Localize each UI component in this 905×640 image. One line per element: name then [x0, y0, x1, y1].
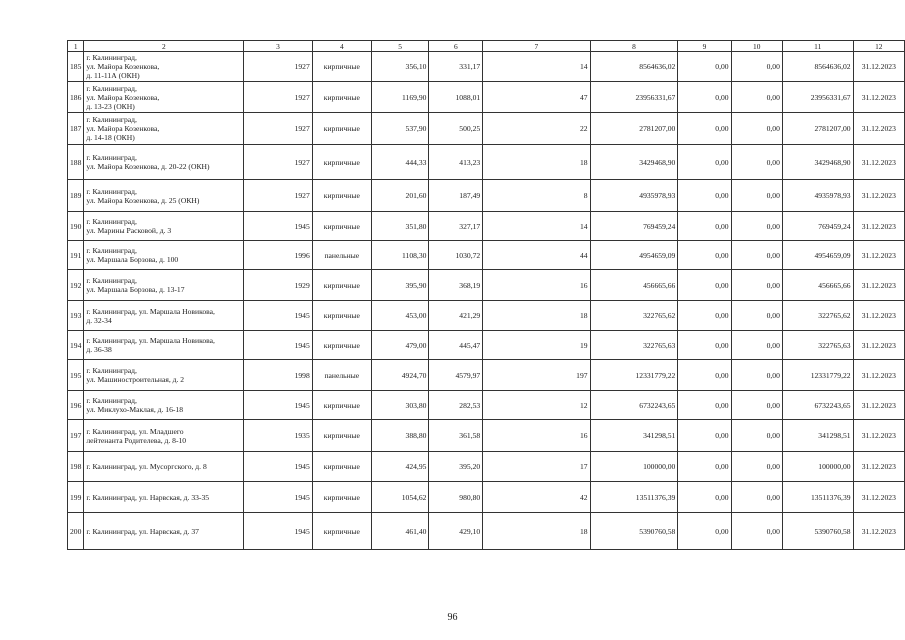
total-area-cell: 479,00 [371, 331, 429, 360]
cost-col9-cell: 0,00 [678, 82, 731, 113]
address-cell [84, 391, 244, 420]
residents-cell: 16 [483, 420, 590, 452]
cost-col10-cell: 0,00 [731, 113, 782, 145]
wall-material-cell: панельные [312, 241, 371, 270]
row-number: 188 [68, 145, 84, 180]
housing-register-table [67, 40, 905, 550]
table-row [68, 513, 905, 550]
residents-cell: 197 [483, 360, 590, 391]
address-line: лейтенанта Родителева, д. 8-10 [86, 435, 187, 445]
total-area-cell: 1169,90 [371, 82, 429, 113]
cost-col9-cell: 0,00 [678, 52, 731, 82]
wall-material-cell: кирпичные [312, 270, 371, 301]
deadline-cell: 31.12.2023 [853, 52, 904, 82]
cost-col10-cell: 0,00 [731, 360, 782, 391]
address-line: ул. Майора Козенкова, д. 20-22 (ОКН) [86, 162, 210, 171]
cost-col11-cell: 322765,63 [782, 331, 853, 360]
table-row [68, 82, 905, 113]
living-area-cell: 327,17 [429, 212, 483, 241]
row-number: 191 [68, 241, 84, 270]
address-line: г. Калининград, [86, 115, 137, 124]
cost-total-cell: 23956331,67 [590, 82, 678, 113]
total-area-cell: 444,33 [371, 145, 429, 180]
address-cell [84, 301, 244, 331]
living-area-cell: 1030,72 [429, 241, 483, 270]
cost-col9-cell: 0,00 [678, 420, 731, 452]
wall-material-cell: кирпичные [312, 145, 371, 180]
total-area-cell: 424,95 [371, 452, 429, 482]
deadline-cell: 31.12.2023 [853, 331, 904, 360]
deadline-cell: 31.12.2023 [853, 360, 904, 391]
cost-col10-cell: 0,00 [731, 482, 782, 513]
cost-total-cell: 12331779,22 [590, 360, 678, 391]
cost-col10-cell: 0,00 [731, 82, 782, 113]
residents-cell: 42 [483, 482, 590, 513]
year-cell: 1945 [244, 301, 313, 331]
cost-total-cell: 4935978,93 [590, 180, 678, 212]
row-number: 192 [68, 270, 84, 301]
row-number: 187 [68, 113, 84, 145]
residents-cell: 14 [483, 52, 590, 82]
residents-cell: 18 [483, 145, 590, 180]
residents-cell: 18 [483, 301, 590, 331]
cost-col11-cell: 12331779,22 [782, 360, 853, 391]
address-line: г. Калининград, [86, 396, 137, 405]
table-row [68, 420, 905, 452]
residents-cell: 16 [483, 270, 590, 301]
address-line: г. Калининград, [86, 366, 137, 375]
cost-col9-cell: 0,00 [678, 145, 731, 180]
cost-col9-cell: 0,00 [678, 301, 731, 331]
residents-cell: 8 [483, 180, 590, 212]
address-cell [84, 482, 244, 513]
row-number: 200 [68, 513, 84, 550]
wall-material-cell: кирпичные [312, 482, 371, 513]
total-area-cell: 388,80 [371, 420, 429, 452]
address-line: г. Калининград, ул. Младшего [86, 426, 184, 436]
column-number: 3 [244, 41, 313, 52]
address-line: ул. Марины Расковой, д. 3 [86, 226, 172, 235]
address-cell [84, 145, 244, 180]
address-cell [84, 212, 244, 241]
table-body [68, 41, 905, 550]
address-cell [84, 52, 244, 82]
cost-col9-cell: 0,00 [678, 482, 731, 513]
cost-col10-cell: 0,00 [731, 331, 782, 360]
wall-material-cell: кирпичные [312, 391, 371, 420]
residents-cell: 18 [483, 513, 590, 550]
wall-material-cell: панельные [312, 360, 371, 391]
cost-col11-cell: 322765,62 [782, 301, 853, 331]
wall-material-cell: кирпичные [312, 452, 371, 482]
residents-cell: 14 [483, 212, 590, 241]
deadline-cell: 31.12.2023 [853, 145, 904, 180]
table-row [68, 301, 905, 331]
cost-total-cell: 322765,63 [590, 331, 678, 360]
deadline-cell: 31.12.2023 [853, 391, 904, 420]
address-line: ул. Миклухо-Маклая, д. 16-18 [86, 405, 184, 414]
residents-cell: 47 [483, 82, 590, 113]
living-area-cell: 395,20 [429, 452, 483, 482]
cost-total-cell: 341298,51 [590, 420, 678, 452]
year-cell: 1945 [244, 482, 313, 513]
cost-col9-cell: 0,00 [678, 452, 731, 482]
cost-total-cell: 100000,00 [590, 452, 678, 482]
year-cell: 1945 [244, 452, 313, 482]
deadline-cell: 31.12.2023 [853, 452, 904, 482]
cost-col11-cell: 4954659,09 [782, 241, 853, 270]
residents-cell: 22 [483, 113, 590, 145]
wall-material-cell: кирпичные [312, 513, 371, 550]
cost-total-cell: 2781207,00 [590, 113, 678, 145]
wall-material-cell: кирпичные [312, 331, 371, 360]
cost-total-cell: 456665,66 [590, 270, 678, 301]
table-row [68, 113, 905, 145]
address-cell [84, 113, 244, 145]
address-line: ул. Машиностроительная, д. 2 [86, 375, 185, 384]
cost-col10-cell: 0,00 [731, 452, 782, 482]
deadline-cell: 31.12.2023 [853, 180, 904, 212]
table-row [68, 482, 905, 513]
year-cell: 1998 [244, 360, 313, 391]
table-row [68, 360, 905, 391]
cost-total-cell: 322765,62 [590, 301, 678, 331]
cost-col9-cell: 0,00 [678, 241, 731, 270]
cost-col10-cell: 0,00 [731, 391, 782, 420]
cost-col10-cell: 0,00 [731, 420, 782, 452]
total-area-cell: 351,80 [371, 212, 429, 241]
address-cell [84, 452, 244, 482]
total-area-cell: 356,10 [371, 52, 429, 82]
cost-col11-cell: 6732243,65 [782, 391, 853, 420]
cost-col11-cell: 456665,66 [782, 270, 853, 301]
address-line: г. Калининград, ул. Маршала Новикова, [86, 336, 215, 345]
cost-total-cell: 5390760,58 [590, 513, 678, 550]
row-number: 198 [68, 452, 84, 482]
column-number-row [68, 41, 905, 52]
row-number: 190 [68, 212, 84, 241]
total-area-cell: 201,60 [371, 180, 429, 212]
wall-material-cell: кирпичные [312, 52, 371, 82]
column-number: 8 [590, 41, 678, 52]
address-cell [84, 360, 244, 391]
address-line: г. Калининград, [86, 53, 137, 62]
wall-material-cell: кирпичные [312, 180, 371, 212]
cost-col11-cell: 4935978,93 [782, 180, 853, 212]
wall-material-cell: кирпичные [312, 301, 371, 331]
deadline-cell: 31.12.2023 [853, 420, 904, 452]
wall-material-cell: кирпичные [312, 113, 371, 145]
cost-total-cell: 4954659,09 [590, 241, 678, 270]
year-cell: 1929 [244, 270, 313, 301]
row-number: 199 [68, 482, 84, 513]
cost-col9-cell: 0,00 [678, 180, 731, 212]
cost-col10-cell: 0,00 [731, 513, 782, 550]
table-row [68, 180, 905, 212]
cost-col10-cell: 0,00 [731, 145, 782, 180]
column-number: 2 [84, 41, 244, 52]
address-line: г. Калининград, ул. Мусоргского, д. 8 [86, 462, 207, 471]
column-number: 5 [371, 41, 429, 52]
living-area-cell: 421,29 [429, 301, 483, 331]
cost-col9-cell: 0,00 [678, 513, 731, 550]
cost-total-cell: 6732243,65 [590, 391, 678, 420]
address-cell [84, 270, 244, 301]
year-cell: 1927 [244, 113, 313, 145]
year-cell: 1935 [244, 420, 313, 452]
cost-col11-cell: 2781207,00 [782, 113, 853, 145]
wall-material-cell: кирпичные [312, 82, 371, 113]
address-line: ул. Майора Козенкова, [86, 124, 160, 133]
cost-total-cell: 769459,24 [590, 212, 678, 241]
column-number: 11 [782, 41, 853, 52]
page-number: 96 [447, 612, 458, 623]
year-cell: 1927 [244, 180, 313, 212]
address-cell [84, 420, 244, 452]
table-row [68, 391, 905, 420]
address-line: д. 11-11А (ОКН) [86, 71, 140, 80]
wall-material-cell: кирпичные [312, 420, 371, 452]
year-cell: 1927 [244, 82, 313, 113]
address-line: д. 14-18 (ОКН) [86, 133, 135, 142]
total-area-cell: 537,90 [371, 113, 429, 145]
cost-col11-cell: 100000,00 [782, 452, 853, 482]
row-number: 196 [68, 391, 84, 420]
address-line: г. Калининград, [86, 186, 137, 196]
cost-col11-cell: 5390760,58 [782, 513, 853, 550]
cost-col10-cell: 0,00 [731, 180, 782, 212]
column-number: 7 [483, 41, 590, 52]
row-number: 194 [68, 331, 84, 360]
cost-col10-cell: 0,00 [731, 301, 782, 331]
cost-col11-cell: 13511376,39 [782, 482, 853, 513]
address-cell [84, 180, 244, 212]
address-line: д. 32-34 [86, 315, 112, 325]
living-area-cell: 361,58 [429, 420, 483, 452]
table-row [68, 241, 905, 270]
deadline-cell: 31.12.2023 [853, 241, 904, 270]
row-number: 197 [68, 420, 84, 452]
address-line: ул. Майора Козенкова, [86, 92, 160, 102]
total-area-cell: 453,00 [371, 301, 429, 331]
address-line: г. Калининград, [86, 217, 137, 226]
residents-cell: 44 [483, 241, 590, 270]
cost-col10-cell: 0,00 [731, 270, 782, 301]
address-line: д. 13-23 (ОКН) [86, 101, 135, 111]
living-area-cell: 4579,97 [429, 360, 483, 391]
table-row [68, 270, 905, 301]
table-row [68, 212, 905, 241]
address-line: г. Калининград, [86, 246, 137, 255]
year-cell: 1945 [244, 391, 313, 420]
deadline-cell: 31.12.2023 [853, 482, 904, 513]
deadline-cell: 31.12.2023 [853, 82, 904, 113]
address-line: г. Калининград, ул. Нарвская, д. 33-35 [86, 492, 210, 502]
address-line: г. Калининград, [86, 276, 137, 285]
address-line: ул. Маршала Борзова, д. 100 [86, 255, 179, 264]
address-cell [84, 513, 244, 550]
address-line: ул. Маршала Борзова, д. 13-17 [86, 285, 185, 294]
address-cell [84, 82, 244, 113]
cost-col11-cell: 341298,51 [782, 420, 853, 452]
total-area-cell: 1054,62 [371, 482, 429, 513]
cost-col9-cell: 0,00 [678, 212, 731, 241]
cost-col10-cell: 0,00 [731, 52, 782, 82]
address-line: г. Калининград, [86, 83, 137, 93]
cost-col9-cell: 0,00 [678, 360, 731, 391]
address-line: д. 36-38 [86, 345, 112, 354]
address-cell [84, 331, 244, 360]
residents-cell: 12 [483, 391, 590, 420]
cost-col9-cell: 0,00 [678, 391, 731, 420]
total-area-cell: 1108,30 [371, 241, 429, 270]
column-number: 10 [731, 41, 782, 52]
address-line: г. Калининград, [86, 153, 137, 162]
address-line: ул. Майора Козенкова, д. 25 (ОКН) [86, 195, 200, 205]
year-cell: 1996 [244, 241, 313, 270]
deadline-cell: 31.12.2023 [853, 301, 904, 331]
column-number: 9 [678, 41, 731, 52]
cost-col10-cell: 0,00 [731, 241, 782, 270]
year-cell: 1927 [244, 145, 313, 180]
living-area-cell: 980,80 [429, 482, 483, 513]
total-area-cell: 395,90 [371, 270, 429, 301]
cost-col11-cell: 8564636,02 [782, 52, 853, 82]
row-number: 185 [68, 52, 84, 82]
total-area-cell: 4924,70 [371, 360, 429, 391]
wall-material-cell: кирпичные [312, 212, 371, 241]
living-area-cell: 331,17 [429, 52, 483, 82]
deadline-cell: 31.12.2023 [853, 212, 904, 241]
residents-cell: 19 [483, 331, 590, 360]
table-row [68, 452, 905, 482]
column-number: 12 [853, 41, 904, 52]
year-cell: 1945 [244, 513, 313, 550]
cost-col11-cell: 3429468,90 [782, 145, 853, 180]
row-number: 186 [68, 82, 84, 113]
address-line: ул. Майора Козенкова, [86, 62, 160, 71]
column-number: 1 [68, 41, 84, 52]
table-row [68, 331, 905, 360]
column-number: 4 [312, 41, 371, 52]
residents-cell: 17 [483, 452, 590, 482]
living-area-cell: 500,25 [429, 113, 483, 145]
deadline-cell: 31.12.2023 [853, 113, 904, 145]
cost-col11-cell: 23956331,67 [782, 82, 853, 113]
living-area-cell: 445,47 [429, 331, 483, 360]
table-row [68, 145, 905, 180]
table-row [68, 52, 905, 82]
cost-total-cell: 8564636,02 [590, 52, 678, 82]
column-number: 6 [429, 41, 483, 52]
cost-col9-cell: 0,00 [678, 331, 731, 360]
row-number: 189 [68, 180, 84, 212]
living-area-cell: 282,53 [429, 391, 483, 420]
deadline-cell: 31.12.2023 [853, 513, 904, 550]
row-number: 195 [68, 360, 84, 391]
cost-total-cell: 13511376,39 [590, 482, 678, 513]
living-area-cell: 429,10 [429, 513, 483, 550]
address-cell [84, 241, 244, 270]
year-cell: 1927 [244, 52, 313, 82]
cost-col11-cell: 769459,24 [782, 212, 853, 241]
living-area-cell: 1088,01 [429, 82, 483, 113]
address-line: г. Калининград, ул. Нарвская, д. 37 [86, 526, 199, 536]
deadline-cell: 31.12.2023 [853, 270, 904, 301]
cost-col10-cell: 0,00 [731, 212, 782, 241]
cost-col9-cell: 0,00 [678, 270, 731, 301]
living-area-cell: 187,49 [429, 180, 483, 212]
address-line: г. Калининград, ул. Маршала Новикова, [86, 306, 215, 316]
living-area-cell: 413,23 [429, 145, 483, 180]
year-cell: 1945 [244, 212, 313, 241]
row-number: 193 [68, 301, 84, 331]
total-area-cell: 303,80 [371, 391, 429, 420]
living-area-cell: 368,19 [429, 270, 483, 301]
total-area-cell: 461,40 [371, 513, 429, 550]
cost-total-cell: 3429468,90 [590, 145, 678, 180]
cost-col9-cell: 0,00 [678, 113, 731, 145]
year-cell: 1945 [244, 331, 313, 360]
